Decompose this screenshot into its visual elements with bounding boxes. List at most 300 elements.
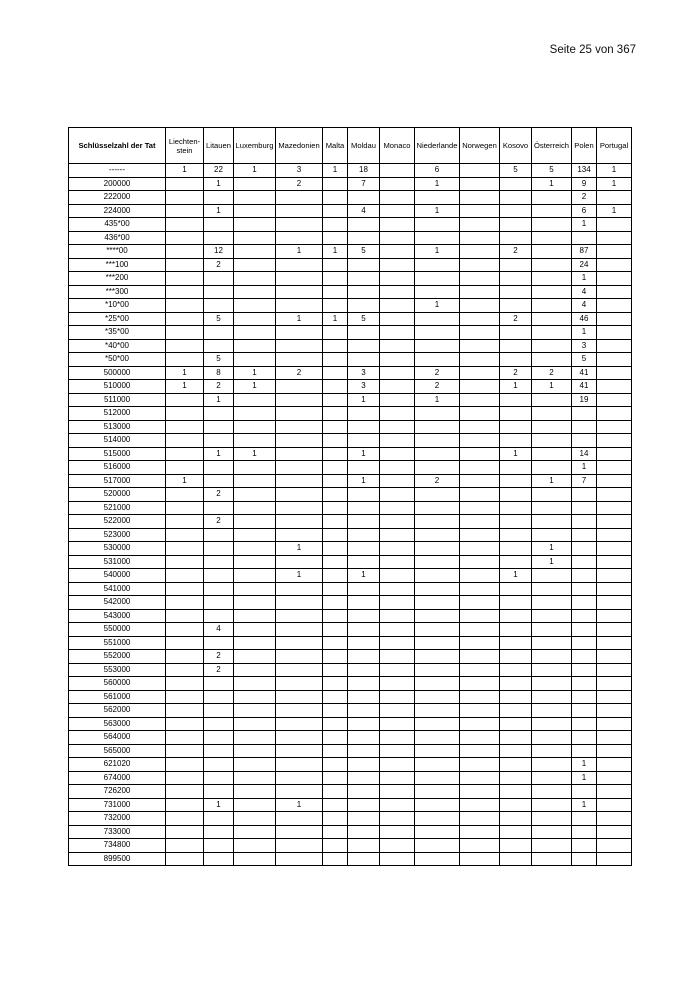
count-cell [276,717,323,731]
table-row [69,528,632,542]
count-cell [348,839,380,853]
count-cell [276,771,323,785]
table-row [69,204,632,218]
table-row [69,677,632,691]
count-cell [597,677,632,691]
count-cell [323,812,348,826]
count-cell [276,488,323,502]
country-column-header: Kosovo [500,128,532,164]
count-cell [380,258,415,272]
count-cell [166,285,204,299]
count-cell [204,785,234,799]
count-cell [204,285,234,299]
count-cell [166,677,204,691]
count-cell [460,528,500,542]
count-cell [532,852,572,866]
count-cell [323,555,348,569]
count-cell [166,434,204,448]
count-cell [234,231,276,245]
count-cell [532,272,572,286]
count-cell: 1 [572,272,597,286]
count-cell [380,353,415,367]
count-cell [204,596,234,610]
count-cell [234,285,276,299]
table-row [69,420,632,434]
count-cell [234,299,276,313]
count-cell [380,380,415,394]
count-cell [532,299,572,313]
count-cell [323,231,348,245]
country-column-header: Liechten-stein [166,128,204,164]
count-cell [323,285,348,299]
count-cell [166,798,204,812]
table-row [69,474,632,488]
count-cell [597,555,632,569]
count-cell: 1 [166,366,204,380]
count-cell [460,420,500,434]
count-cell [204,839,234,853]
count-cell [532,326,572,340]
count-cell [415,515,460,529]
offense-key-cell: *10*00 [69,299,166,313]
count-cell [532,339,572,353]
offense-key-cell: 731000 [69,798,166,812]
count-cell [572,515,597,529]
offense-key-cell: 726200 [69,785,166,799]
count-cell: 1 [204,177,234,191]
count-cell [597,231,632,245]
offense-key-cell: 510000 [69,380,166,394]
count-cell [348,299,380,313]
count-cell [348,825,380,839]
count-cell [415,326,460,340]
count-cell [415,650,460,664]
count-cell [572,623,597,637]
count-cell [460,272,500,286]
count-cell [460,299,500,313]
count-cell [166,501,204,515]
count-cell [234,852,276,866]
offense-key-cell: 564000 [69,731,166,745]
count-cell: 2 [276,366,323,380]
table-row [69,285,632,299]
count-cell [323,488,348,502]
count-cell [597,299,632,313]
count-cell [276,258,323,272]
count-cell: 134 [572,164,597,178]
count-cell [276,231,323,245]
count-cell [572,420,597,434]
count-cell [380,326,415,340]
offense-key-cell: 732000 [69,812,166,826]
table-row [69,312,632,326]
count-cell [532,204,572,218]
count-cell [500,812,532,826]
table-row [69,582,632,596]
count-cell [532,488,572,502]
count-cell [572,582,597,596]
count-cell [276,663,323,677]
count-cell [460,258,500,272]
offense-key-cell: ***200 [69,272,166,286]
offense-key-cell: 521000 [69,501,166,515]
count-cell [500,623,532,637]
count-cell [415,852,460,866]
count-cell [380,771,415,785]
offense-key-cell: 563000 [69,717,166,731]
count-cell [234,204,276,218]
count-cell [460,339,500,353]
count-cell: 1 [204,204,234,218]
count-cell [348,609,380,623]
table-row [69,771,632,785]
count-cell [532,528,572,542]
count-cell [415,812,460,826]
count-cell [532,231,572,245]
country-column-header: Malta [323,128,348,164]
count-cell: 1 [572,326,597,340]
offense-key-cell: 517000 [69,474,166,488]
table-row [69,636,632,650]
count-cell: 46 [572,312,597,326]
count-cell: 4 [572,299,597,313]
table-row [69,177,632,191]
count-cell: 1 [415,393,460,407]
count-cell [323,528,348,542]
count-cell [460,825,500,839]
count-cell [597,596,632,610]
count-cell [532,623,572,637]
count-cell [460,218,500,232]
count-cell [415,501,460,515]
count-cell: 2 [500,245,532,259]
count-cell [204,636,234,650]
count-cell [323,353,348,367]
count-cell [348,663,380,677]
count-cell [204,461,234,475]
count-cell [380,299,415,313]
offense-key-cell: 733000 [69,825,166,839]
count-cell [572,731,597,745]
count-cell [380,636,415,650]
count-cell [380,717,415,731]
count-cell: 2 [572,191,597,205]
count-cell: 6 [415,164,460,178]
count-cell [166,771,204,785]
count-cell [276,191,323,205]
count-cell [234,407,276,421]
count-cell: 41 [572,366,597,380]
count-cell [532,744,572,758]
table-row [69,596,632,610]
count-cell [460,704,500,718]
count-cell [323,218,348,232]
count-cell [276,650,323,664]
count-cell [532,663,572,677]
count-cell [415,191,460,205]
count-cell: 87 [572,245,597,259]
count-cell [572,717,597,731]
count-cell [597,812,632,826]
count-cell: 1 [276,569,323,583]
country-column-header: Norwegen [460,128,500,164]
count-cell [532,569,572,583]
count-cell [532,825,572,839]
count-cell [460,771,500,785]
count-cell [460,650,500,664]
count-cell [204,218,234,232]
count-cell [532,785,572,799]
count-cell [597,218,632,232]
count-cell [532,636,572,650]
count-cell [460,569,500,583]
count-cell [166,609,204,623]
count-cell [166,744,204,758]
count-cell [460,609,500,623]
count-cell [380,191,415,205]
count-cell [204,434,234,448]
count-cell [572,407,597,421]
count-cell [348,650,380,664]
count-cell [276,852,323,866]
table-row [69,353,632,367]
count-cell: 1 [532,474,572,488]
count-cell [234,758,276,772]
count-cell [323,825,348,839]
count-cell [276,461,323,475]
count-cell [415,582,460,596]
count-cell: 1 [532,555,572,569]
count-cell [460,312,500,326]
table-row [69,825,632,839]
count-cell [415,434,460,448]
count-cell [276,528,323,542]
count-cell [276,393,323,407]
country-column-header: Litauen [204,128,234,164]
offense-key-cell: 511000 [69,393,166,407]
count-cell: 41 [572,380,597,394]
count-cell [597,569,632,583]
count-cell: 1 [323,245,348,259]
count-cell [204,528,234,542]
offense-key-cell: ****00 [69,245,166,259]
count-cell [204,731,234,745]
count-cell [234,839,276,853]
count-cell [348,501,380,515]
count-cell [234,488,276,502]
count-cell [348,488,380,502]
count-cell [380,488,415,502]
count-cell [276,825,323,839]
count-cell [380,501,415,515]
count-cell: 1 [348,393,380,407]
count-cell [597,785,632,799]
count-cell [166,420,204,434]
count-cell [166,312,204,326]
count-cell [234,218,276,232]
offense-key-cell: 531000 [69,555,166,569]
count-cell [500,717,532,731]
offense-key-cell: 561000 [69,690,166,704]
count-cell [234,191,276,205]
count-cell [348,636,380,650]
count-cell [204,272,234,286]
count-cell [348,258,380,272]
count-cell [166,326,204,340]
table-row [69,461,632,475]
count-cell [380,663,415,677]
count-cell: 1 [572,218,597,232]
count-cell [460,636,500,650]
count-cell [597,717,632,731]
count-cell [204,299,234,313]
count-cell [234,555,276,569]
table-row [69,744,632,758]
offense-key-cell: ------ [69,164,166,178]
count-cell: 9 [572,177,597,191]
count-cell [204,326,234,340]
count-cell [276,744,323,758]
count-cell [415,690,460,704]
count-cell [532,515,572,529]
count-cell [348,420,380,434]
count-cell [597,623,632,637]
table-body [69,164,632,866]
count-cell [415,542,460,556]
count-cell [323,474,348,488]
table-row [69,758,632,772]
count-cell [276,434,323,448]
count-cell [234,258,276,272]
count-cell [204,191,234,205]
offense-key-cell: 520000 [69,488,166,502]
count-cell [234,245,276,259]
count-cell [166,555,204,569]
count-cell [348,677,380,691]
count-cell [460,474,500,488]
count-cell: 2 [204,515,234,529]
count-cell [323,798,348,812]
count-cell [415,744,460,758]
table-row [69,501,632,515]
count-cell [323,596,348,610]
country-column-header: Niederlande [415,128,460,164]
count-cell [532,353,572,367]
count-cell [166,353,204,367]
count-cell [500,434,532,448]
count-cell: 6 [572,204,597,218]
count-cell [532,704,572,718]
table-row [69,393,632,407]
count-cell [572,785,597,799]
table-row [69,731,632,745]
table-row [69,717,632,731]
count-cell: 1 [597,204,632,218]
count-cell [532,582,572,596]
offense-key-cell: 500000 [69,366,166,380]
count-cell [234,798,276,812]
count-cell [532,420,572,434]
count-cell [380,623,415,637]
table-row [69,609,632,623]
count-cell [500,204,532,218]
count-cell [276,474,323,488]
count-cell [597,447,632,461]
count-cell [234,690,276,704]
count-cell: 1 [597,164,632,178]
count-cell [415,353,460,367]
count-cell: 1 [572,798,597,812]
table-row [69,434,632,448]
count-cell [380,650,415,664]
count-cell [166,488,204,502]
offense-key-cell: 562000 [69,704,166,718]
count-cell [415,731,460,745]
count-cell [276,204,323,218]
count-cell [234,177,276,191]
count-cell [323,420,348,434]
count-cell [276,785,323,799]
count-cell [276,285,323,299]
count-cell: 1 [415,204,460,218]
count-cell [276,353,323,367]
count-cell: 18 [348,164,380,178]
count-cell [348,434,380,448]
count-cell [234,731,276,745]
count-cell: 2 [500,366,532,380]
count-cell [276,326,323,340]
count-cell [500,690,532,704]
count-cell [415,663,460,677]
count-cell [380,839,415,853]
count-cell [380,285,415,299]
count-cell [204,812,234,826]
count-cell: 1 [348,569,380,583]
table-row [69,339,632,353]
table-header [69,128,632,164]
count-cell: 1 [572,758,597,772]
offense-key-cell: 514000 [69,434,166,448]
count-cell [380,704,415,718]
count-cell [500,299,532,313]
count-cell [348,272,380,286]
count-cell [380,164,415,178]
count-cell [380,609,415,623]
count-cell [532,258,572,272]
count-cell [532,407,572,421]
count-cell [500,420,532,434]
count-cell [415,339,460,353]
statistics-table [68,127,632,866]
count-cell [500,528,532,542]
count-cell [500,758,532,772]
count-cell [460,164,500,178]
count-cell [323,501,348,515]
table-row [69,515,632,529]
count-cell [597,420,632,434]
count-cell [500,474,532,488]
page-number: Seite 25 von 367 [549,44,636,56]
count-cell [234,339,276,353]
count-cell: 12 [204,245,234,259]
count-cell [415,839,460,853]
count-cell [597,312,632,326]
count-cell [234,663,276,677]
count-cell [323,272,348,286]
count-cell: 1 [572,771,597,785]
table-row [69,191,632,205]
count-cell [460,798,500,812]
